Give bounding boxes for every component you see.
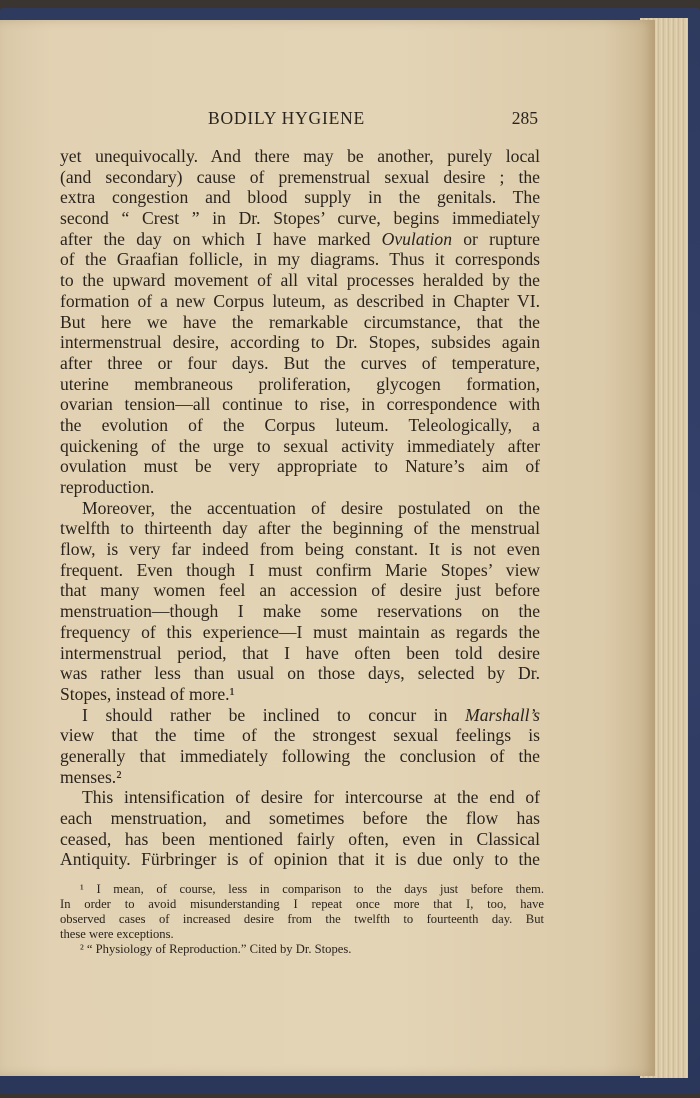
text-line: Antiquity. Fürbringer is of opinion that it is due only to the bbox=[60, 849, 540, 870]
paragraph bbox=[60, 705, 540, 788]
paragraph bbox=[60, 787, 540, 870]
italic-term: Ovulation bbox=[381, 228, 452, 249]
text-line: intermenstrual desire, according to Dr. Stopes, subsides again bbox=[60, 332, 540, 353]
text-line: ceased, has been mentioned fairly often, even in Classical bbox=[60, 828, 540, 849]
text-line: menstruation—though I make some reservations on the bbox=[60, 601, 540, 622]
text-line: generally that immediately following the conclusion of the bbox=[60, 745, 540, 766]
text-line: second “ Crest ” in Dr. Stopes’ curve, begins immediately bbox=[60, 208, 540, 229]
footnote bbox=[60, 882, 544, 942]
text-line: after the day on which I have marked Ovulation or rupture bbox=[60, 228, 540, 249]
paragraph bbox=[60, 498, 540, 705]
text-line: view that the time of the strongest sexual feelings is bbox=[60, 725, 540, 746]
text-line: frequent. Even though I must confirm Marie Stopes’ view bbox=[60, 559, 540, 580]
text-line: each menstruation, and sometimes before the flow has bbox=[60, 808, 540, 828]
footnote bbox=[60, 942, 544, 957]
text-line: the evolution of the Corpus luteum. Teleologically, a bbox=[60, 414, 540, 435]
text-line: extra congestion and blood supply in the genitals. The bbox=[60, 187, 540, 208]
text-line: But here we have the remarkable circumstance, that the bbox=[60, 311, 540, 332]
text-line: ovarian tension—all continue to rise, in correspondence with bbox=[60, 394, 540, 415]
page-number: 285 bbox=[511, 108, 538, 128]
text-line: ovulation must be very appropriate to Nature’s aim of bbox=[60, 456, 540, 477]
text-line: yet unequivocally. And there may be another, purely local bbox=[60, 146, 540, 166]
text-line: quickening of the urge to sexual activity immediately after bbox=[60, 435, 540, 456]
footnotes bbox=[60, 882, 544, 957]
text-line: frequency of this experience—I must maintain as regards the bbox=[60, 621, 540, 642]
text-line: flow, is very far indeed from being constant. It is not even bbox=[60, 539, 540, 560]
text-line: intermenstrual period, that I have often been told desire bbox=[60, 642, 540, 663]
text-line: was rather less than usual on those days, selected by Dr. bbox=[60, 663, 540, 684]
text-line: This intensification of desire for intercourse at the end of bbox=[82, 787, 540, 808]
footnote-line: observed cases of increased desire from the twelfth to fourteenth day. But bbox=[60, 912, 544, 926]
text-line: of the Graafian follicle, in my diagrams. Thus it corresponds bbox=[60, 249, 540, 270]
footnote-line: these were exceptions. bbox=[60, 927, 174, 941]
text-line: after three or four days. But the curves of temperature, bbox=[60, 352, 540, 373]
text-line: (and secondary) cause of premenstrual sexual desire ; the bbox=[60, 166, 540, 187]
text-line: Stopes, instead of more.¹ bbox=[60, 683, 235, 704]
running-head bbox=[60, 108, 538, 132]
italic-term: Marshall’s bbox=[465, 704, 540, 725]
text-line: reproduction. bbox=[60, 477, 155, 497]
footnote-line: In order to avoid misunderstanding I repeat once more that I, too, have bbox=[60, 897, 544, 911]
text-line: formation of a new Corpus luteum, as described in Chapter VI. bbox=[60, 290, 540, 311]
footnote-line: ² “ Physiology of Reproduction.” Cited by Dr. Stopes. bbox=[80, 942, 352, 956]
text-line: that many women feel an accession of desire just before bbox=[60, 580, 540, 601]
text-line: menses.² bbox=[60, 766, 122, 787]
body-text bbox=[60, 146, 540, 870]
text-line: twelfth to thirteenth day after the beginning of the menstrual bbox=[60, 518, 540, 539]
text-line: I should rather be inclined to concur in Marshall’s bbox=[82, 704, 540, 725]
text-line: to the upward movement of all vital processes heralded by the bbox=[60, 270, 540, 291]
running-title: BODILY HYGIENE bbox=[208, 108, 366, 128]
paragraph bbox=[60, 146, 540, 498]
text-line: Moreover, the accentuation of desire postulated on the bbox=[82, 497, 540, 518]
text-line: uterine membraneous proliferation, glycogen formation, bbox=[60, 373, 540, 394]
footnote-line: ¹ I mean, of course, less in comparison to the days just before them. bbox=[80, 882, 544, 896]
